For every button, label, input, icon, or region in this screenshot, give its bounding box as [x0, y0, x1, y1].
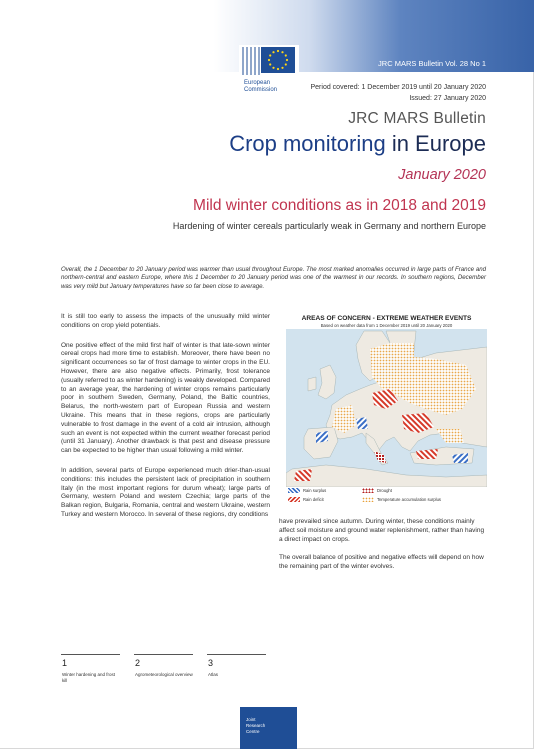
- rain-deficit-swatch: [288, 497, 300, 502]
- legend-label: Rain deficit: [303, 497, 324, 502]
- toc-label[interactable]: Agrometeorological overview: [135, 672, 193, 677]
- period-covered: Period covered: 1 December 2019 until 20 January 2020: [310, 84, 486, 91]
- page-title: [229, 131, 486, 157]
- toc-label[interactable]: Atlas: [208, 672, 219, 677]
- title-highlight: Crop monitoring: [229, 131, 386, 156]
- drought-swatch: [362, 488, 374, 493]
- toc-rule: [61, 654, 120, 655]
- subheadline: Hardening of winter cereals particularly weak in Germany and northern Europe: [172, 221, 486, 231]
- headline: Mild winter conditions as in 2018 and 2019: [193, 197, 486, 214]
- logo-line-2: Commission: [244, 87, 278, 93]
- map-legend: [286, 488, 487, 504]
- eu-star-icon: [272, 51, 274, 53]
- europe-map: [286, 329, 487, 487]
- eu-star-icon: [286, 59, 288, 61]
- body-paragraph: One positive effect of the mild first half of winter is that late-sown winter cereal crops had more time to establish. Moreover, there have been no significant occurrences so far of frost damage to winter crops in the EU. However, there are also negative effects. Primarily, frost tolerance (usually referred to as winter hardening) is weakly developed. Compared to an average year, the hardening of winter crops remains particularly poor in southern Sweden, Germany, Poland, the Baltic countries, Belarus, the north-western part of European Russia and western Ukraine. This means that in these regions, crops are particularly vulnerable to frost damage in the event of a cold air intrusion, although such an event is not expected within the current weather forecast period (until 31 January). Another drawback is that pest and disease pressure can be expected to be higher than usual following a mild winter.: [61, 341, 270, 455]
- rain-surplus-iberia: [316, 431, 328, 443]
- toc-number[interactable]: 3: [208, 658, 214, 668]
- eu-star-icon: [285, 63, 287, 65]
- body-paragraph: In addition, several parts of Europe experienced much drier-than-usual conditions: this includes the persistent lack of precipitation in southern Italy (in the most important regions for durum wheat); large parts of Germany, western Poland and western Czechia; large parts of the Balkan region, Bulgaria, Romania, central and western Ukraine, western Turkey and western Morocco. In several of these regions, dry conditions: [61, 466, 270, 518]
- european-commission-logo: [239, 45, 299, 108]
- toc-rule: [134, 654, 193, 655]
- rain-surplus-alps: [356, 417, 368, 429]
- toc-label[interactable]: Winter hardening and frost kill: [62, 672, 116, 683]
- eu-star-icon: [277, 50, 279, 52]
- jrc-label: [246, 717, 265, 735]
- legend-label: Rain surplus: [303, 488, 327, 493]
- ireland-land: [308, 377, 316, 391]
- bulletin-kicker: JRC MARS Bulletin: [348, 110, 486, 127]
- eu-star-icon: [285, 54, 287, 56]
- temperature-surplus-swatch: [362, 497, 374, 502]
- commission-name: [244, 80, 277, 94]
- legend-label: Temperature accumulation surplus: [377, 497, 442, 502]
- jrc-line: Research: [246, 723, 266, 728]
- body-right-column: [279, 518, 487, 582]
- body-paragraph: The overall balance of positive and negative effects will depend on how the remaining part of the winter evolves.: [279, 554, 484, 571]
- map-title: AREAS OF CONCERN - EXTREME WEATHER EVENTS: [301, 315, 472, 322]
- rain-surplus-swatch: [288, 488, 300, 493]
- eu-star-icon: [268, 59, 270, 61]
- areas-of-concern-map: [286, 315, 487, 503]
- issued-date: Issued: 27 January 2020: [409, 95, 486, 102]
- map-subtitle: Based on weather data from 1 December 2019 until 20 January 2020: [320, 323, 453, 328]
- title-rest: in Europe: [385, 131, 486, 156]
- toc-number[interactable]: 2: [135, 658, 141, 668]
- eu-star-icon: [269, 54, 271, 56]
- body-paragraph: It is still too early to assess the impacts of the unusually mild winter conditions on crop yield potentials.: [61, 313, 270, 329]
- eu-star-icon: [272, 67, 274, 69]
- legend-label: Drought: [377, 488, 392, 493]
- issue-month: January 2020: [398, 167, 486, 183]
- jrc-line: Centre: [246, 729, 260, 734]
- jrc-line: Joint: [246, 717, 256, 722]
- bulletin-volume: JRC MARS Bulletin Vol. 28 No 1: [378, 59, 486, 68]
- toc-number[interactable]: 1: [62, 658, 68, 668]
- body-paragraph: have prevailed since autumn. During winter, these conditions mainly affect soil moisture and ground water replenishment, rather than having a direct impact on crops.: [279, 518, 485, 543]
- eu-star-icon: [277, 68, 279, 70]
- issue-info: [311, 82, 487, 104]
- eu-star-icon: [281, 51, 283, 53]
- intro-paragraph: Overall, the 1 December to 20 January period was warmer than usual throughout Europe. The most marked anomalies occurred in large parts of France and northern-central and eastern Europe, where this 1 December to 20 January period was one of the warmest in our records. In southern regions, December was very mild but January temperatures have so far been close to average.: [61, 266, 486, 290]
- eu-star-icon: [281, 67, 283, 69]
- logo-line-1: European: [244, 80, 271, 86]
- body-left-column: [61, 313, 270, 531]
- toc-rule: [207, 654, 266, 655]
- eu-flag-icon: [239, 45, 299, 108]
- eu-star-icon: [269, 63, 271, 65]
